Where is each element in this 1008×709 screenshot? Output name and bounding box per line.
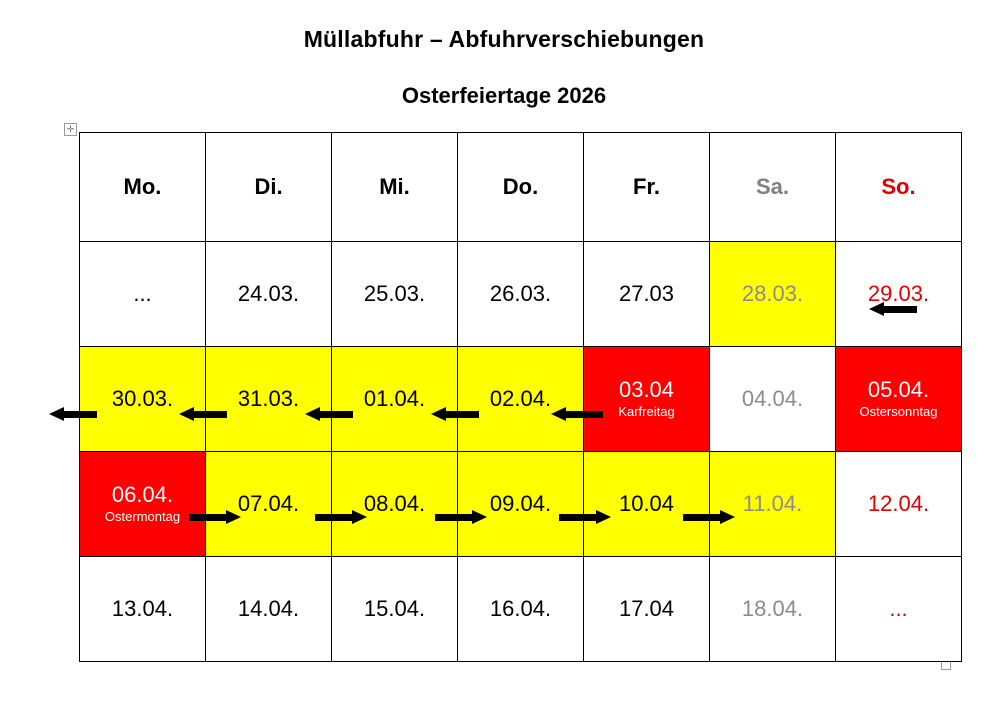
day-number: ...	[133, 280, 152, 306]
holiday-label: Karfreitag	[618, 404, 675, 420]
day-number: 06.04.	[111, 482, 174, 508]
day-cell	[836, 557, 962, 662]
header-label: Mi.	[379, 174, 410, 199]
day-cell	[458, 452, 584, 557]
day-number: 31.03.	[237, 385, 300, 411]
day-number: 01.04.	[363, 385, 426, 411]
day-cell	[332, 557, 458, 662]
page-title: Müllabfuhr – Abfuhrverschiebungen	[303, 26, 705, 52]
day-number: 14.04.	[237, 595, 300, 621]
holiday-label: Ostersonntag	[859, 404, 938, 420]
header-so	[836, 133, 962, 242]
header-sa	[710, 133, 836, 242]
header-mi	[332, 133, 458, 242]
day-number: 15.04.	[363, 595, 426, 621]
day-number: 27.03	[618, 280, 675, 306]
day-cell	[206, 557, 332, 662]
day-cell-holiday	[836, 347, 962, 452]
table-header-row	[80, 133, 962, 242]
header-label: Fr.	[633, 174, 660, 199]
day-cell	[710, 242, 836, 347]
day-cell	[584, 557, 710, 662]
day-number: 18.04.	[741, 595, 804, 621]
day-cell-holiday	[584, 347, 710, 452]
day-number: 24.03.	[237, 280, 300, 306]
day-cell	[332, 242, 458, 347]
header-di	[206, 133, 332, 242]
calendar-table	[79, 132, 962, 662]
day-cell	[206, 242, 332, 347]
day-number: 07.04.	[237, 490, 300, 516]
day-cell	[836, 242, 962, 347]
header-label: Di.	[254, 174, 283, 199]
day-number: 26.03.	[489, 280, 552, 306]
day-cell	[206, 452, 332, 557]
day-cell	[710, 557, 836, 662]
day-number: 25.03.	[363, 280, 426, 306]
day-number: 11.04.	[742, 490, 803, 516]
header-mo	[80, 133, 206, 242]
day-number: 29.03.	[867, 280, 930, 306]
day-number: 17.04	[618, 595, 675, 621]
calendar-table-wrapper	[79, 132, 961, 662]
day-cell	[80, 242, 206, 347]
day-cell	[458, 557, 584, 662]
arrow-head-icon	[49, 407, 64, 421]
holiday-label: Ostermontag	[104, 509, 181, 525]
day-number: 05.04.	[867, 377, 930, 403]
day-number: 30.03.	[111, 385, 174, 411]
day-cell-holiday	[80, 452, 206, 557]
day-cell	[206, 347, 332, 452]
header-label: Sa.	[755, 174, 790, 199]
table-row	[80, 452, 962, 557]
day-cell	[710, 347, 836, 452]
header-fr	[584, 133, 710, 242]
table-row	[80, 557, 962, 662]
day-number: ...	[889, 595, 908, 621]
day-cell	[458, 242, 584, 347]
day-number: 03.04	[618, 377, 675, 403]
title-block	[0, 0, 1008, 109]
day-cell	[710, 452, 836, 557]
day-number: 09.04.	[489, 490, 552, 516]
day-cell	[458, 347, 584, 452]
day-number: 13.04.	[111, 595, 174, 621]
day-cell	[80, 347, 206, 452]
day-number: 12.04.	[867, 490, 930, 516]
table-move-handle-icon[interactable]: ✛	[64, 123, 77, 136]
day-cell	[332, 347, 458, 452]
day-cell	[332, 452, 458, 557]
header-label: Mo.	[123, 174, 162, 199]
day-cell	[80, 557, 206, 662]
day-number: 28.03.	[741, 280, 804, 306]
day-number: 16.04.	[489, 595, 552, 621]
header-do	[458, 133, 584, 242]
page-subtitle: Osterfeiertage 2026	[401, 83, 607, 108]
table-row	[80, 347, 962, 452]
day-cell	[836, 452, 962, 557]
day-number: 08.04.	[363, 490, 426, 516]
day-number: 10.04	[618, 490, 675, 516]
table-row	[80, 242, 962, 347]
header-label: So.	[881, 174, 916, 199]
day-number: 04.04.	[741, 385, 804, 411]
day-cell	[584, 452, 710, 557]
day-cell	[584, 242, 710, 347]
day-number: 02.04.	[489, 385, 552, 411]
header-label: Do.	[502, 174, 539, 199]
